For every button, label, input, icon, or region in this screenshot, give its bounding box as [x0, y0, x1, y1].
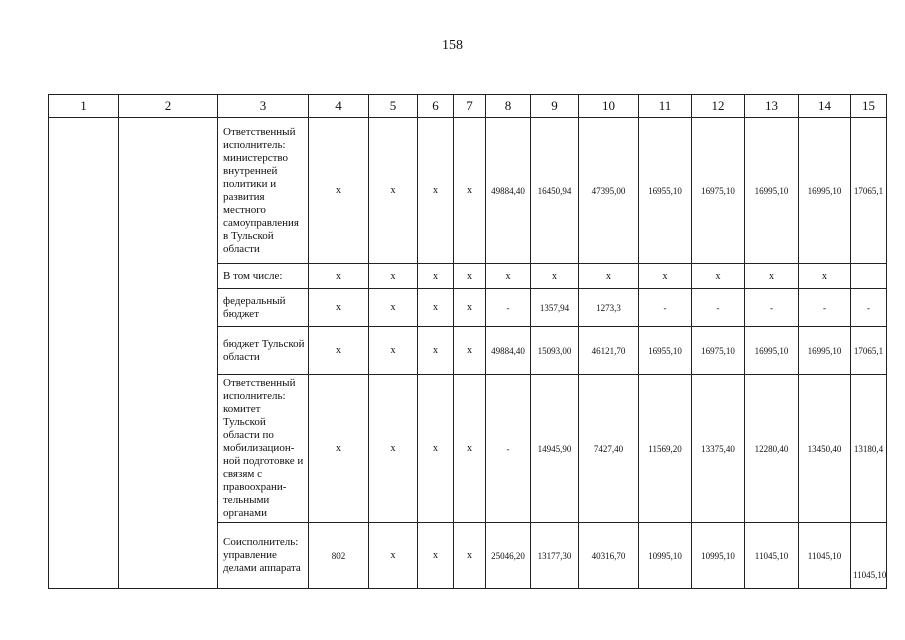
table-row: [49, 118, 887, 264]
table-cell: 16995,10: [745, 118, 799, 264]
row-description: Соисполнитель: управление делами аппарата: [218, 523, 309, 589]
table-cell: 49884,40: [486, 327, 531, 375]
table-cell: 40316,70: [579, 523, 639, 589]
column-header: 2: [119, 95, 218, 118]
table-cell: x: [369, 118, 418, 264]
column-header: 3: [218, 95, 309, 118]
column-header: 10: [579, 95, 639, 118]
table-cell: 13180,4: [851, 375, 887, 523]
table-cell: 11045,10: [799, 523, 851, 589]
table-cell: x: [579, 264, 639, 289]
table-cell: x: [745, 264, 799, 289]
table-cell: 46121,70: [579, 327, 639, 375]
row-description: федеральный бюджет: [218, 289, 309, 327]
table-cell: x: [418, 327, 454, 375]
table-cell: x: [369, 264, 418, 289]
table-cell: -: [639, 289, 692, 327]
table-cell: 10995,10: [639, 523, 692, 589]
table-cell: x: [531, 264, 579, 289]
row-description: Ответственный исполнитель: министерство внутренней политики и развития местного самоуправления в Тульской области: [218, 118, 309, 264]
table-cell: 16955,10: [639, 327, 692, 375]
table-cell: 25046,20: [486, 523, 531, 589]
column-header: 8: [486, 95, 531, 118]
table-cell: -: [692, 289, 745, 327]
table-cell: x: [309, 327, 369, 375]
table-cell: 16995,10: [799, 327, 851, 375]
row-description: В том числе:: [218, 264, 309, 289]
column-header: 9: [531, 95, 579, 118]
table-cell: 12280,40: [745, 375, 799, 523]
table-cell: -: [745, 289, 799, 327]
table-cell: x: [369, 523, 418, 589]
table-cell: x: [692, 264, 745, 289]
table-cell: 1357,94: [531, 289, 579, 327]
table-cell: x: [454, 289, 486, 327]
table-cell: 15093,00: [531, 327, 579, 375]
column-header: 12: [692, 95, 745, 118]
row-description: Ответственный исполнитель: комитет Тульской области по мобилизацион-ной подготовке и связям с правоохрани-тельными органами: [218, 375, 309, 523]
table-cell: x: [309, 289, 369, 327]
column-header: 1: [49, 95, 119, 118]
table-cell: x: [486, 264, 531, 289]
table-cell: -: [486, 289, 531, 327]
table-cell: 11045,10: [745, 523, 799, 589]
table-cell: 13177,30: [531, 523, 579, 589]
table-cell: x: [454, 523, 486, 589]
table-cell: x: [639, 264, 692, 289]
table-cell: x: [418, 289, 454, 327]
page-number: 158: [442, 38, 463, 53]
table-cell: x: [369, 327, 418, 375]
table-cell: 10995,10: [692, 523, 745, 589]
table-cell: 13375,40: [692, 375, 745, 523]
column-header: 4: [309, 95, 369, 118]
table-cell: x: [309, 264, 369, 289]
table-cell: 1273,3: [579, 289, 639, 327]
table-cell: x: [454, 118, 486, 264]
table-cell: x: [418, 118, 454, 264]
table-cell: 7427,40: [579, 375, 639, 523]
table-cell: x: [309, 118, 369, 264]
table-cell: 802: [309, 523, 369, 589]
table-cell: x: [369, 289, 418, 327]
table-cell: 11569,20: [639, 375, 692, 523]
table-cell: 13450,40: [799, 375, 851, 523]
column-header: 13: [745, 95, 799, 118]
table-cell: x: [799, 264, 851, 289]
table-cell: -: [799, 289, 851, 327]
table-cell: x: [309, 375, 369, 523]
table-cell: x: [454, 375, 486, 523]
table-cell: 16450,94: [531, 118, 579, 264]
table-cell: 14945,90: [531, 375, 579, 523]
table-cell: 49884,40: [486, 118, 531, 264]
table-cell: x: [454, 327, 486, 375]
row-description: бюджет Тульской области: [218, 327, 309, 375]
column-header: 15: [851, 95, 887, 118]
table-cell: -: [851, 289, 887, 327]
table-cell: x: [369, 375, 418, 523]
table-cell: 16975,10: [692, 118, 745, 264]
table-cell: x: [418, 375, 454, 523]
table-cell: 16975,10: [692, 327, 745, 375]
table-cell: 47395,00: [579, 118, 639, 264]
budget-table: [48, 94, 887, 589]
table-cell: [851, 264, 887, 289]
empty-cell-col1: [49, 118, 119, 589]
column-header: 11: [639, 95, 692, 118]
table-cell: 16995,10: [799, 118, 851, 264]
table-cell: x: [418, 264, 454, 289]
table-cell: 16955,10: [639, 118, 692, 264]
column-header: 5: [369, 95, 418, 118]
table-cell: 17065,1: [851, 118, 887, 264]
column-header: 6: [418, 95, 454, 118]
table-cell: x: [454, 264, 486, 289]
table-cell: 17065,1: [851, 327, 887, 375]
empty-cell-col2: [119, 118, 218, 589]
column-header: 14: [799, 95, 851, 118]
column-header: 7: [454, 95, 486, 118]
table-cell: x: [418, 523, 454, 589]
header-row: [49, 95, 887, 118]
table-cell: 16995,10: [745, 327, 799, 375]
table-cell: -: [486, 375, 531, 523]
table-cell: 11045,10: [851, 523, 887, 589]
